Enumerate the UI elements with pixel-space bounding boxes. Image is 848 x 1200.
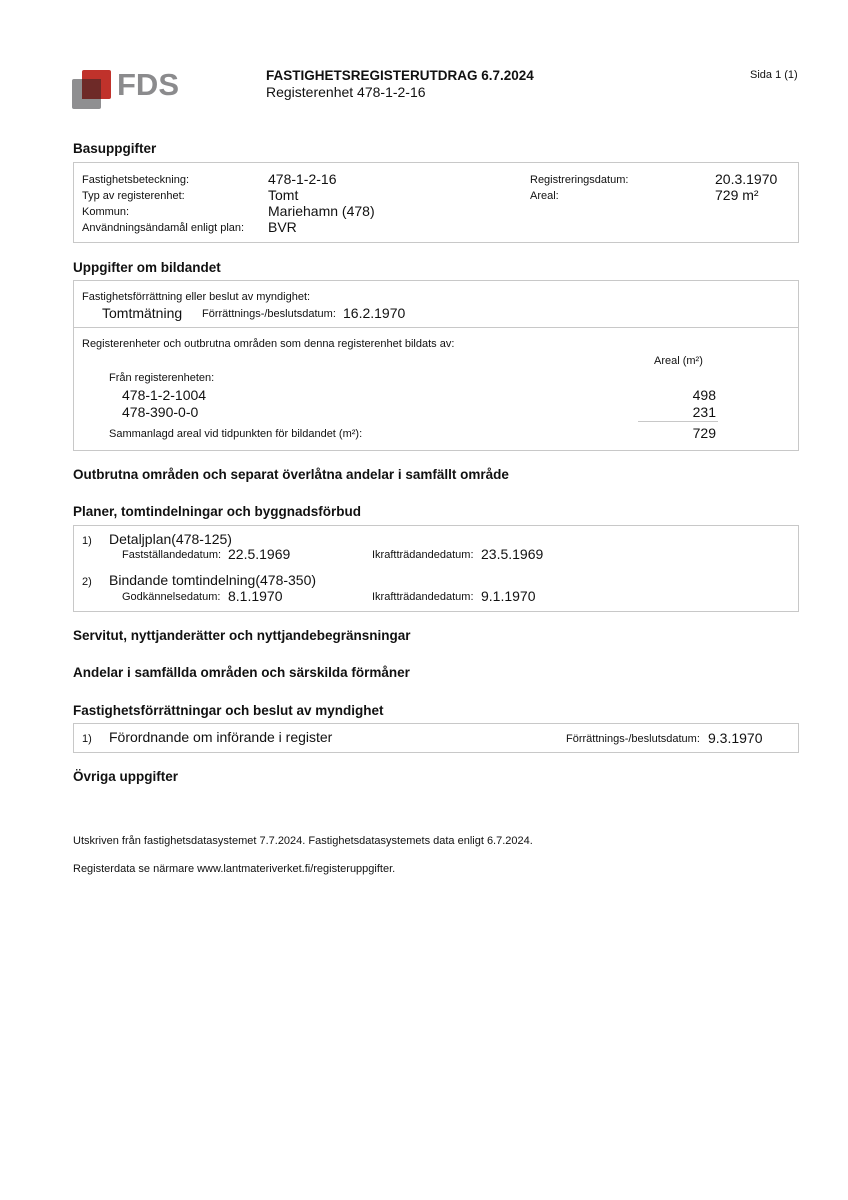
footer-printed-note: Utskriven från fastighetsdatasystemet 7.7.2024. Fastighetsdatasystemets data enligt 6.7.2024. <box>73 835 533 847</box>
section-heading-outbrutna: Outbrutna områden och separat överlåtna andelar i samfällt område <box>73 467 509 482</box>
sum-rule <box>638 421 718 422</box>
section-heading-basuppgifter: Basuppgifter <box>73 141 157 156</box>
section-heading-ovriga: Övriga uppgifter <box>73 769 179 784</box>
areal-column-header: Areal (m²) <box>654 355 703 367</box>
document-subtitle: Registerenhet 478-1-2-16 <box>266 84 426 100</box>
label-kommun: Kommun: <box>82 206 130 218</box>
section-heading-bildandet: Uppgifter om bildandet <box>73 260 221 275</box>
value-registreringsdatum: 20.3.1970 <box>715 171 778 187</box>
value-fastighetsbeteckning: 478-1-2-16 <box>268 171 337 187</box>
source-unit-id: 478-1-2-1004 <box>122 387 207 403</box>
plan-date2-value: 9.1.1970 <box>481 588 536 604</box>
bildandet-box <box>73 280 799 451</box>
forrattning-date-value: 16.2.1970 <box>343 305 406 321</box>
logo-text: FDS <box>117 67 179 102</box>
box-divider <box>74 327 798 328</box>
page-number: Sida 1 (1) <box>750 69 798 81</box>
section-heading-planer: Planer, tomtindelningar och byggnadsförbud <box>73 504 362 519</box>
plan-date1-label: Fastställandedatum: <box>122 549 222 561</box>
document-title: FASTIGHETSREGISTERUTDRAG 6.7.2024 <box>266 68 534 83</box>
label-typ: Typ av registerenhet: <box>82 190 185 202</box>
source-unit-area: 498 <box>692 387 716 403</box>
source-unit-area: 231 <box>692 404 716 420</box>
total-area-value: 729 <box>692 425 716 441</box>
plan-date2-value: 23.5.1969 <box>481 546 544 562</box>
label-areal: Areal: <box>530 190 559 202</box>
label-anvandningsandamal: Användningsändamål enligt plan: <box>82 222 245 234</box>
forrattningar-box <box>73 723 799 753</box>
label-fastighetsbeteckning: Fastighetsbeteckning: <box>82 174 190 186</box>
total-area-label: Sammanlagd areal vid tidpunkten för bildandet (m²): <box>109 428 363 440</box>
basuppgifter-box <box>73 162 799 243</box>
plan-date1-value: 8.1.1970 <box>228 588 283 604</box>
fds-logo <box>72 67 179 112</box>
forrattning-item-name: Förordnande om införande i register <box>109 729 333 745</box>
plan-number: 1) <box>82 535 92 547</box>
plan-name: Bindande tomtindelning(478-350) <box>109 572 317 588</box>
logo-overlap-icon <box>82 79 101 99</box>
section-heading-forrattningar: Fastighetsförrättningar och beslut av myndighet <box>73 703 384 718</box>
plan-date2-label: Ikraftträdandedatum: <box>372 591 474 603</box>
forrattning-name: Tomtmätning <box>102 305 183 321</box>
plan-date1-value: 22.5.1969 <box>228 546 291 562</box>
value-areal: 729 m² <box>715 187 759 203</box>
value-anvandningsandamal: BVR <box>268 219 297 235</box>
plan-name: Detaljplan(478-125) <box>109 531 232 547</box>
label-registreringsdatum: Registreringsdatum: <box>530 174 629 186</box>
forrattning-item-date-value: 9.3.1970 <box>708 730 763 746</box>
from-unit-label: Från registerenheten: <box>109 372 215 384</box>
forrattning-date-label: Förrättnings-/beslutsdatum: <box>202 308 336 320</box>
plan-number: 2) <box>82 576 92 588</box>
plan-date1-label: Godkännelsedatum: <box>122 591 221 603</box>
plan-date2-label: Ikraftträdandedatum: <box>372 549 474 561</box>
section-heading-andelar: Andelar i samfällda områden och särskilda förmåner <box>73 665 410 680</box>
footer-registerdata-note: Registerdata se närmare www.lantmateriverket.fi/registeruppgifter. <box>73 863 396 875</box>
origin-label: Registerenheter och outbrutna områden som denna registerenhet bildats av: <box>82 338 455 350</box>
forrattning-item-date-label: Förrättnings-/beslutsdatum: <box>566 733 700 745</box>
forrattning-label: Fastighetsförrättning eller beslut av myndighet: <box>82 291 311 303</box>
planer-box <box>73 525 799 612</box>
value-typ: Tomt <box>268 187 299 203</box>
section-heading-servitut: Servitut, nyttjanderätter och nyttjandebegränsningar <box>73 628 411 643</box>
value-kommun: Mariehamn (478) <box>268 203 375 219</box>
source-unit-id: 478-390-0-0 <box>122 404 199 420</box>
forrattning-number: 1) <box>82 733 92 745</box>
